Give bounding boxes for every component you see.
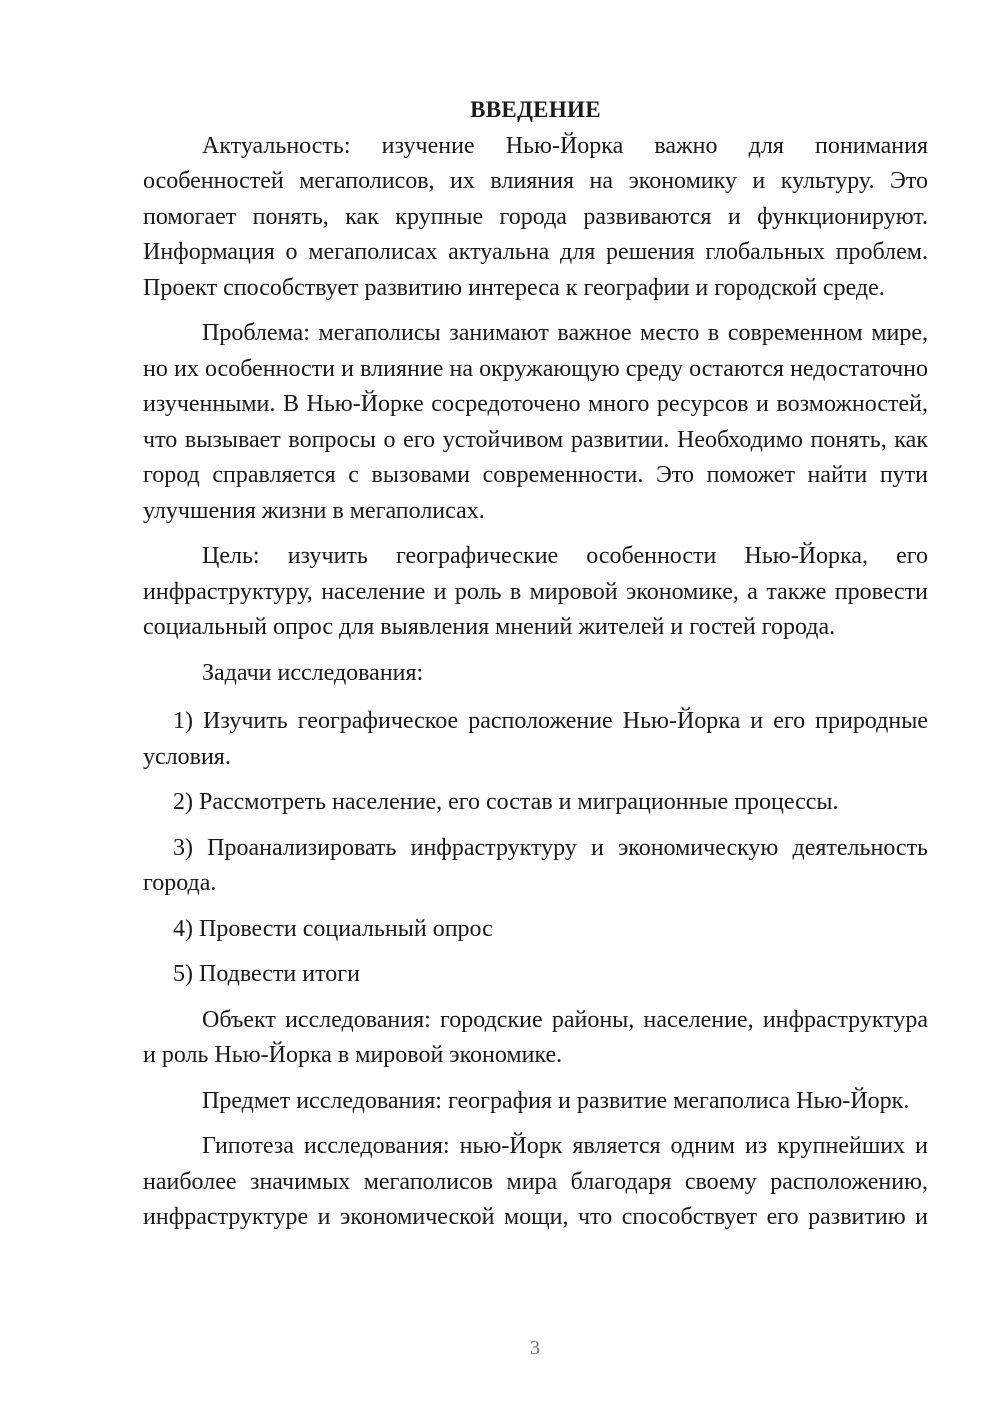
task-item: 2) Рассмотреть население, его состав и миграционные процессы. bbox=[173, 789, 839, 815]
object-paragraph: Объект исследования: городские районы, население, инфраструктура и роль Нью-Йорка в мировой экономике. bbox=[143, 1006, 928, 1068]
page-number: 3 bbox=[530, 1337, 540, 1359]
goal-paragraph: Цель: изучить географические особенности Нью-Йорка, его инфраструктуру, население и роль в мировой экономике, а также провести социальный опрос для выявления мнений жителей и гостей города. bbox=[143, 543, 928, 640]
tasks-heading: Задачи исследования: bbox=[202, 659, 424, 686]
problem-paragraph: Проблема: мегаполисы занимают важное место в современном мире, но их особенности и влияние на окружающую среду остаются недостаточно изученными. В Нью-Йорке сосредоточено много ресурсов и возможностей, что вызывает вопросы о его устойчивом развитии. Необходимо понять, как город справляется с вызовами современности. Это поможет найти пути улучшения жизни в мегаполисах. bbox=[143, 320, 928, 524]
subject-paragraph: Предмет исследования: география и развитие мегаполиса Нью-Йорк. bbox=[202, 1087, 910, 1114]
task-item: 3) Проанализировать инфраструктуру и экономическую деятельность города. bbox=[143, 834, 928, 896]
task-item: 5) Подвести итоги bbox=[173, 961, 360, 987]
relevance-paragraph: Актуальность: изучение Нью-Йорка важно для понимания особенностей мегаполисов, их влияния на экономику и культуру. Это помогает понять, как крупные города развиваются и функционируют. Информация о мегаполисах актуальна для решения глобальных проблем. Проект способствует развитию интереса к географии и городской среде. bbox=[143, 132, 928, 301]
task-item: 4) Провести социальный опрос bbox=[173, 915, 493, 942]
hypothesis-paragraph: Гипотеза исследования: нью-Йорк является одним из крупнейших и наиболее значимых мегаполисов мира благодаря своему расположению, инфраструктуре и экономической мощи, что способствует его развитию и bbox=[143, 1133, 928, 1230]
document-body bbox=[143, 92, 928, 1236]
task-item: 1) Изучить географическое расположение Нью-Йорка и его природные условия. bbox=[143, 708, 928, 770]
section-title: ВВЕДЕНИЕ bbox=[470, 97, 601, 122]
